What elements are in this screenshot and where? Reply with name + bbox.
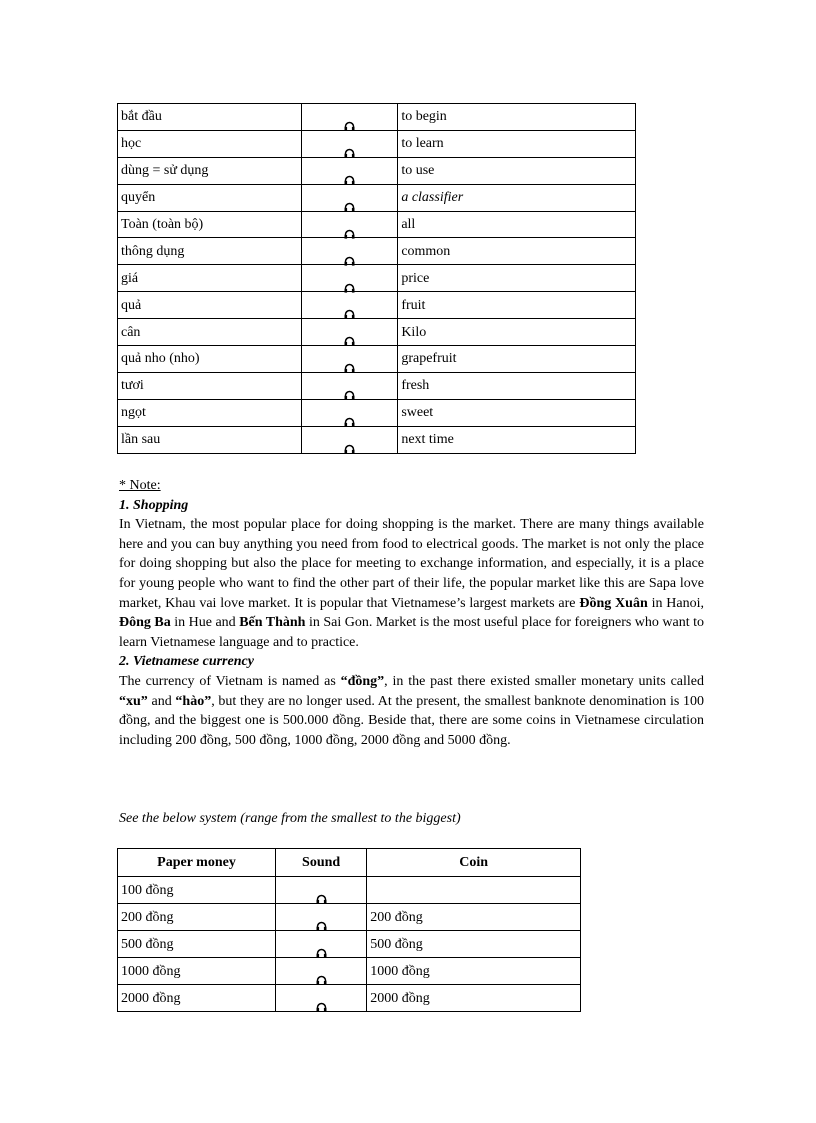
vocab-row (118, 238, 636, 265)
market-name: Đồng Xuân (579, 595, 648, 611)
coin-value: 2000 đồng (367, 985, 581, 1012)
english-meaning: to learn (398, 130, 636, 157)
headphones-icon[interactable] (344, 277, 355, 287)
note-label: * Note: (119, 478, 161, 493)
vietnamese-word: dùng = sử dụng (118, 157, 302, 184)
vietnamese-word: quả (118, 292, 302, 319)
vietnamese-word: quả nho (nho) (118, 346, 302, 373)
table-caption: See the below system (range from the smallest to the biggest) (119, 811, 461, 826)
coin-value (367, 877, 581, 904)
text-run: in Sai Gon. Market is the most useful place for foreigners who want to learn Vietnamese language and to practice. (119, 615, 705, 650)
vocab-row (118, 399, 636, 426)
headphones-icon[interactable] (316, 942, 327, 952)
sound-cell (301, 346, 397, 373)
text-run: in Hanoi, (647, 595, 704, 611)
english-meaning: next time (398, 426, 636, 453)
paper-money-value: 100 đồng (118, 877, 276, 904)
headphones-icon[interactable] (316, 996, 327, 1006)
currency-term: “đồng” (340, 673, 385, 689)
text-run: , in the past there existed smaller monetary units called (384, 673, 704, 689)
notes-section (119, 476, 704, 750)
sound-cell (301, 104, 397, 131)
sound-cell (301, 426, 397, 453)
english-meaning: sweet (398, 399, 636, 426)
vietnamese-word: Toàn (toàn bộ) (118, 211, 302, 238)
currency-term: “xu” (119, 693, 148, 709)
vocab-row (118, 265, 636, 292)
currency-row (118, 877, 581, 904)
english-meaning: grapefruit (398, 346, 636, 373)
vocab-row (118, 130, 636, 157)
sound-cell (276, 904, 367, 931)
sound-cell (276, 931, 367, 958)
paper-money-value: 2000 đồng (118, 985, 276, 1012)
english-meaning: fruit (398, 292, 636, 319)
sound-cell (276, 985, 367, 1012)
headphones-icon[interactable] (344, 142, 355, 152)
sound-cell (301, 399, 397, 426)
sound-cell (301, 238, 397, 265)
vietnamese-word: ngọt (118, 399, 302, 426)
text-run: , but they are no longer used. At the present, the smallest banknote denomination is 100 đồng, and the biggest one is 500.000 đồng. Beside that, there are some coins in Vietnamese circulation including 200 đồng, 500 đồng, 1000 đồng, 2000 đồng and 5000 đồng. (119, 693, 704, 748)
coin-value: 500 đồng (367, 931, 581, 958)
vocab-row (118, 157, 636, 184)
headphones-icon[interactable] (344, 196, 355, 206)
headphones-icon[interactable] (344, 330, 355, 340)
coin-value: 200 đồng (367, 904, 581, 931)
vocab-row (118, 319, 636, 346)
headphones-icon[interactable] (344, 303, 355, 313)
headphones-icon[interactable] (344, 357, 355, 367)
vietnamese-word: học (118, 130, 302, 157)
text-run: and (147, 693, 176, 709)
sound-cell (276, 877, 367, 904)
vietnamese-word: thông dụng (118, 238, 302, 265)
vietnamese-word: bắt đầu (118, 104, 302, 131)
header-coin: Coin (367, 849, 581, 877)
vocab-row (118, 292, 636, 319)
sound-cell (301, 319, 397, 346)
headphones-icon[interactable] (316, 888, 327, 898)
vietnamese-word: tươi (118, 372, 302, 399)
sound-cell (301, 292, 397, 319)
vocab-row (118, 426, 636, 453)
english-meaning: price (398, 265, 636, 292)
headphones-icon[interactable] (344, 169, 355, 179)
header-sound: Sound (276, 849, 367, 877)
currency-term: “hào” (175, 693, 212, 709)
english-meaning: common (398, 238, 636, 265)
header-paper-money: Paper money (118, 849, 276, 877)
vocab-row (118, 184, 636, 211)
currency-row (118, 904, 581, 931)
english-meaning: to begin (398, 104, 636, 131)
english-meaning: all (398, 211, 636, 238)
vietnamese-word: lần sau (118, 426, 302, 453)
headphones-icon[interactable] (316, 969, 327, 979)
sound-cell (276, 958, 367, 985)
headphones-icon[interactable] (344, 384, 355, 394)
sound-cell (301, 157, 397, 184)
vietnamese-word: cân (118, 319, 302, 346)
headphones-icon[interactable] (344, 250, 355, 260)
currency-row (118, 931, 581, 958)
paper-money-value: 200 đồng (118, 904, 276, 931)
headphones-icon[interactable] (344, 115, 355, 125)
shopping-paragraph (119, 515, 704, 652)
market-name: Bến Thành (239, 615, 306, 631)
paper-money-value: 1000 đồng (118, 958, 276, 985)
text-run: The currency of Vietnam is named as (119, 673, 341, 689)
sound-cell (301, 372, 397, 399)
vocab-row (118, 104, 636, 131)
english-meaning: fresh (398, 372, 636, 399)
currency-paragraph (119, 672, 704, 750)
english-meaning: Kilo (398, 319, 636, 346)
vocab-row (118, 346, 636, 373)
headphones-icon[interactable] (344, 411, 355, 421)
currency-table (117, 848, 581, 1012)
currency-row (118, 958, 581, 985)
vocab-row (118, 211, 636, 238)
english-meaning: a classifier (398, 184, 636, 211)
sound-cell (301, 265, 397, 292)
coin-value: 1000 đồng (367, 958, 581, 985)
currency-table-header (118, 849, 581, 877)
paper-money-value: 500 đồng (118, 931, 276, 958)
english-meaning: to use (398, 157, 636, 184)
vietnamese-word: giá (118, 265, 302, 292)
currency-row (118, 985, 581, 1012)
text-run: In Vietnam, the most popular place for doing shopping is the market. There are many things available here and you can buy anything you need from food to electrical goods. The market is not only the place for doing shopping but also the place for meeting to exchange information, and especially, it is a place for young people who want to find the other part of their life, the popular market like this are Sapa love market, Khau vai love market. It is popular that Vietnamese’s largest markets are (119, 517, 704, 611)
headphones-icon[interactable] (344, 223, 355, 233)
market-name: Đông Ba (119, 615, 171, 631)
sound-cell (301, 211, 397, 238)
vocabulary-table (117, 103, 636, 454)
headphones-icon[interactable] (344, 438, 355, 448)
headphones-icon[interactable] (316, 915, 327, 925)
sound-cell (301, 184, 397, 211)
vietnamese-word: quyển (118, 184, 302, 211)
vocab-row (118, 372, 636, 399)
sound-cell (301, 130, 397, 157)
shopping-heading: 1. Shopping (119, 497, 189, 513)
currency-heading: 2. Vietnamese currency (119, 654, 254, 670)
text-run: in Hue and (170, 615, 240, 631)
